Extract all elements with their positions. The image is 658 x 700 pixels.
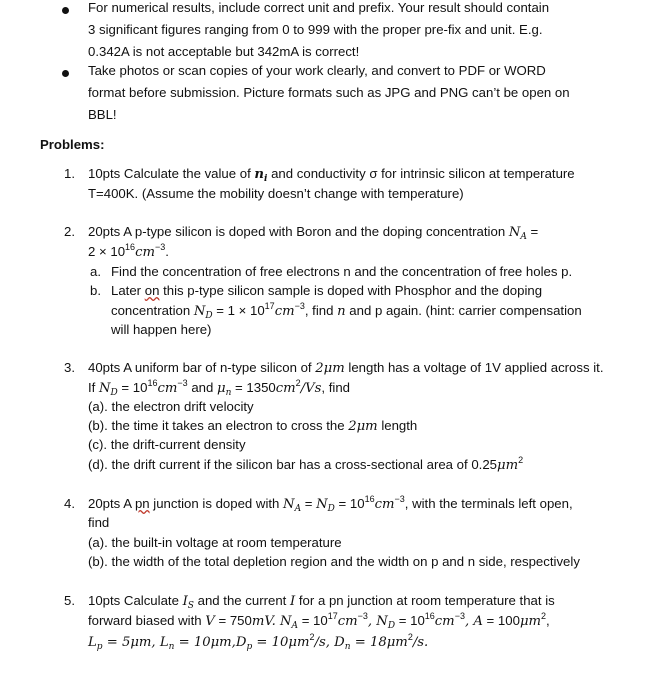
problem-2-number: 2. xyxy=(64,224,75,239)
problem-2-item-b-label: b. xyxy=(90,283,101,298)
problem-1-number: 1. xyxy=(64,166,75,181)
bullet-1-line-1: For numerical results, include correct unit and prefix. Your result should contain xyxy=(88,0,550,15)
problem-2-line-1: 20pts A p-type silicon is doped with Boron and the doping concentration $N_A$ = xyxy=(88,224,539,242)
problem-3-number: 3. xyxy=(64,360,75,375)
bullet-1-line-3: 0.342A is not acceptable but 342mA is correct! xyxy=(88,44,360,59)
problem-5-line-1: 10pts Calculate $I_S$ and the current I for a pn junction at room temperature that is xyxy=(88,593,555,611)
problem-2-item-b-line-3: will happen here) xyxy=(111,322,212,337)
problem-3-item-c: (c). the drift-current density xyxy=(88,437,246,452)
problem-5-number: 5. xyxy=(64,593,75,608)
problem-2-item-b-line-1: Later on this p-type silicon sample is doped with Phosphor and the doping xyxy=(111,283,543,298)
problem-4-number: 4. xyxy=(64,496,75,511)
bullet-2-line-2: format before submission. Picture formats such as JPG and PNG can’t be open on xyxy=(88,85,570,100)
problem-3-item-b: (b). the time it takes an electron to cross the 2μm length xyxy=(88,418,418,434)
problem-2-item-a-label: a. xyxy=(90,264,101,279)
problem-3-line-2: If $N_D = 10^{16}cm^{-3}$ and $\mu_n = 1350cm^2/Vs$, find xyxy=(88,378,350,398)
problem-5-line-3: $L_p = 5\mu m$, $L_n = 10\mu m,D_p = 10\mu m^2/s$, $D_n = 18\mu m^2/s$. xyxy=(88,632,429,652)
problem-4-line-1: 20pts A pn junction is doped with $N_A = N_D = 10^{16}cm^{-3}$, with the terminals left open, xyxy=(88,494,573,514)
problem-3-line-1: 40pts A uniform bar of n-type silicon of 2μm length has a voltage of 1V applied across it. xyxy=(88,360,604,376)
problem-5-line-2: forward biased with V = 750mV. $N_A = 10^{17}cm^{-3}$, $N_D = 10^{16}cm^{-3}$, $A = 100\mu m^2$, xyxy=(88,611,550,631)
problem-2-item-a: Find the concentration of free electrons n and the concentration of free holes p. xyxy=(111,264,573,279)
problems-heading: Problems: xyxy=(40,137,105,152)
bullet-dot xyxy=(62,7,69,14)
problem-2-line-2: $2 \times 10^{16}cm^{-3}$. xyxy=(88,242,169,260)
problem-4-item-a: (a). the built-in voltage at room temperature xyxy=(88,535,342,550)
problem-3-item-a: (a). the electron drift velocity xyxy=(88,399,254,414)
bullet-1-line-2: 3 significant figures ranging from 0 to 999 with the proper pre-fix and unit. E.g. xyxy=(88,22,543,37)
bullet-2-line-1: Take photos or scan copies of your work clearly, and convert to PDF or WORD xyxy=(88,63,546,78)
problem-3-item-d: (d). the drift current if the silicon bar has a cross-sectional area of $0.25\mu m^2$ xyxy=(88,455,524,473)
problem-2-item-b-line-2: concentration $N_D = 1 \times 10^{17}cm^{-3}$, find n and p again. (hint: carrier compensation xyxy=(111,301,582,321)
problem-1-line-2: T=400K. (Assume the mobility doesn’t change with temperature) xyxy=(88,186,464,201)
problem-4-line-2: find xyxy=(88,515,110,530)
problem-1-line-1: 10pts Calculate the value of $n_i$ and conductivity σ for intrinsic silicon at temperature xyxy=(88,166,575,184)
bullet-dot xyxy=(62,70,69,77)
bullet-2-line-3: BBL! xyxy=(88,107,117,122)
problem-4-item-b: (b). the width of the total depletion region and the width on p and n side, respectively xyxy=(88,554,580,569)
